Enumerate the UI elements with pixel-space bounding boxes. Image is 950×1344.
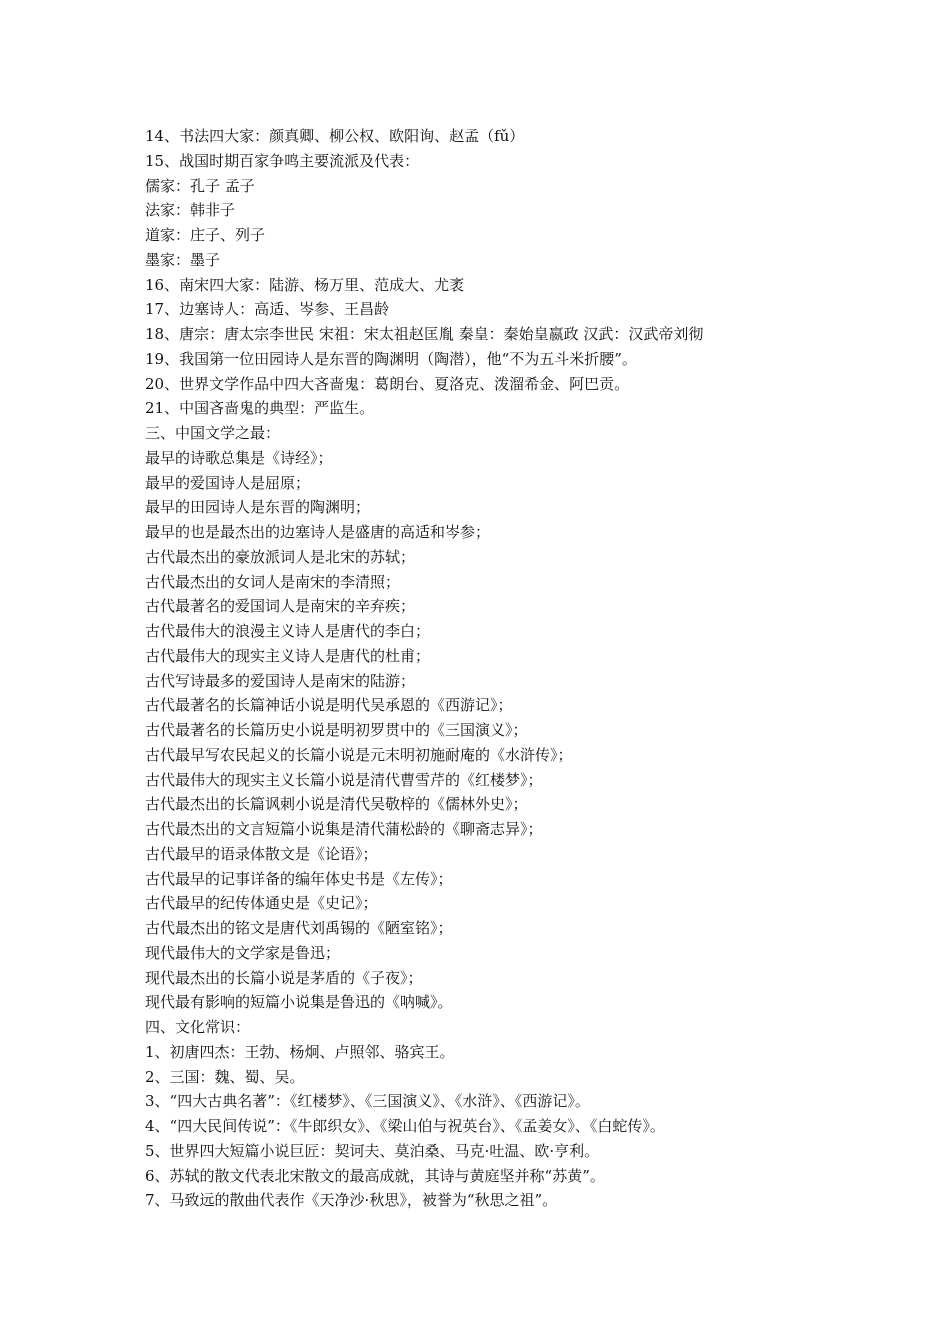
- text-line: 20、世界文学作品中四大吝啬鬼：葛朗台、夏洛克、泼溜希金、阿巴贡。: [145, 374, 630, 393]
- text-line: 6、苏轼的散文代表北宋散文的最高成就，其诗与黄庭坚并称“苏黄”。: [145, 1166, 605, 1185]
- text-line: 古代最杰出的长篇讽刺小说是清代吴敬梓的《儒林外史》；: [145, 795, 528, 814]
- text-line: 现代最杰出的长篇小说是茅盾的《子夜》；: [145, 968, 423, 987]
- text-line: 古代最著名的长篇历史小说是明初罗贯中的《三国演义》；: [145, 721, 528, 739]
- text-line: 1、初唐四杰：王勃、杨炯、卢照邻、骆宾王。: [145, 1042, 455, 1061]
- section-heading: 四、文化常识：: [145, 1018, 251, 1036]
- text-line: 17、边塞诗人：高适、岑参、王昌龄: [145, 300, 390, 319]
- text-line: 19、我国第一位田园诗人是东晋的陶渊明（陶潜），他“不为五斗米折腰”。: [145, 349, 637, 368]
- text-line: 道家：庄子、列子: [145, 226, 266, 244]
- document-body: [145, 124, 905, 1213]
- text-line: 现代最有影响的短篇小说集是鲁迅的《呐喊》。: [145, 993, 453, 1012]
- text-line: 21、中国吝啬鬼的典型：严监生。: [145, 399, 375, 418]
- text-line: 古代最早的纪传体通史是《史记》；: [145, 894, 378, 913]
- text-line: 4、“四大民间传说”：《牛郎织女》、《梁山伯与祝英台》、《孟姜女》、《白蛇传》。: [145, 1117, 665, 1135]
- text-line: 古代最早写农民起义的长篇小说是元末明初施耐庵的《水浒传》；: [145, 745, 573, 764]
- text-line: 7、马致远的散曲代表作《天净沙·秋思》，被誉为“秋思之祖”。: [145, 1191, 558, 1210]
- text-line: 古代最著名的长篇神话小说是明代吴承恩的《西游记》；: [145, 696, 513, 715]
- text-line: 2、三国：魏、蜀、吴。: [145, 1067, 305, 1086]
- text-line: 古代最著名的爱国词人是南宋的辛弃疾；: [145, 597, 416, 616]
- text-line: 18、唐宗：唐太宗李世民 宋祖：宋太祖赵匡胤 秦皇：秦始皇嬴政 汉武：汉武帝刘彻: [145, 325, 704, 343]
- text-line: 古代最杰出的铭文是唐代刘禹锡的《陋室铭》；: [145, 919, 453, 937]
- text-line: 最早的也是最杰出的边塞诗人是盛唐的高适和岑参；: [145, 523, 491, 541]
- text-line: 14、书法四大家：颜真卿、柳公权、欧阳询、赵孟（fǔ）: [145, 127, 525, 145]
- text-line: 古代最杰出的女词人是南宋的李清照；: [145, 572, 401, 591]
- text-line: 最早的诗歌总集是《诗经》；: [145, 448, 333, 467]
- text-line: 儒家：孔子 孟子: [145, 176, 255, 195]
- text-line: 15、战国时期百家争鸣主要流派及代表：: [145, 151, 420, 170]
- text-line: 古代最杰出的豪放派词人是北宋的苏轼；: [145, 547, 416, 566]
- text-line: 现代最伟大的文学家是鲁迅；: [145, 943, 341, 962]
- section-heading: 三、中国文学之最：: [145, 424, 281, 442]
- text-line: 古代最伟大的现实主义诗人是唐代的杜甫；: [145, 646, 431, 665]
- text-line: 16、南宋四大家：陆游、杨万里、范成大、尤袤: [145, 275, 465, 294]
- text-line: 最早的爱国诗人是屈原；: [145, 473, 311, 492]
- text-line: 最早的田园诗人是东晋的陶渊明；: [145, 498, 371, 517]
- text-line: 3、“四大古典名著”：《红楼梦》、《三国演义》、《水浒》、《西游记》。: [145, 1092, 590, 1111]
- text-line: 古代最早的语录体散文是《论语》；: [145, 844, 378, 863]
- text-line: 5、世界四大短篇小说巨匠：契诃夫、莫泊桑、马克·吐温、欧·亨利。: [145, 1141, 600, 1160]
- text-line: 法家：韩非子: [145, 201, 236, 220]
- text-line: 古代最伟大的现实主义长篇小说是清代曹雪芹的《红楼梦》；: [145, 770, 543, 789]
- text-line: 古代写诗最多的爱国诗人是南宋的陆游；: [145, 671, 416, 690]
- text-line: 墨家：墨子: [145, 250, 221, 269]
- text-line: 古代最早的记事详备的编年体史书是《左传》；: [145, 869, 453, 888]
- text-line: 古代最伟大的浪漫主义诗人是唐代的李白；: [145, 622, 431, 640]
- text-line: 古代最杰出的文言短篇小说集是清代蒲松龄的《聊斋志异》；: [145, 820, 543, 838]
